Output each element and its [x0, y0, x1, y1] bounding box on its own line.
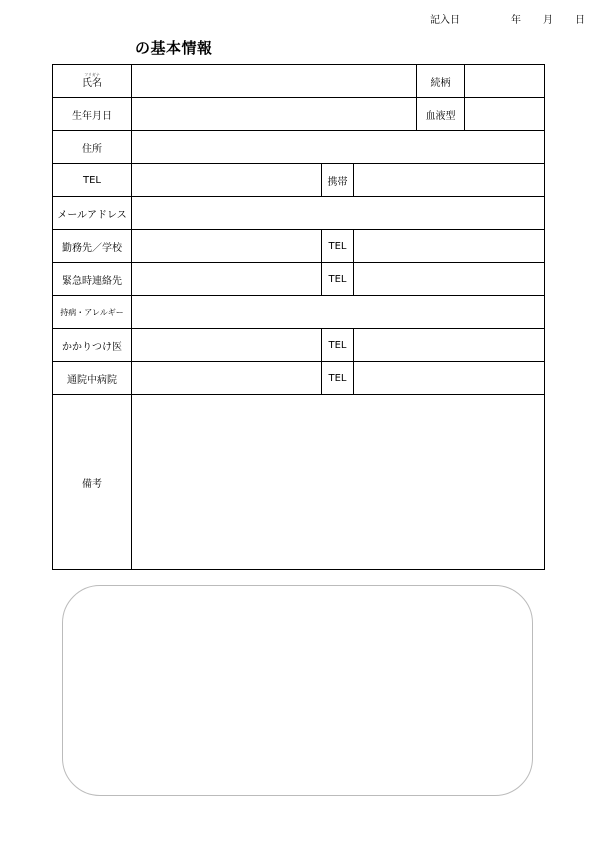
relation-field[interactable]	[465, 65, 545, 98]
doctor-label: かかりつけ医	[53, 329, 132, 362]
relation-label: 続柄	[417, 65, 465, 98]
doctor-tel-label: TEL	[322, 329, 354, 362]
row-address	[53, 131, 545, 164]
notes-field[interactable]	[132, 395, 545, 570]
basic-info-table	[52, 64, 545, 570]
birthdate-field[interactable]	[132, 98, 417, 131]
row-birthdate	[53, 98, 545, 131]
doctor-tel-field[interactable]	[354, 329, 545, 362]
row-work	[53, 230, 545, 263]
row-illness	[53, 296, 545, 329]
row-hospital	[53, 362, 545, 395]
notes-label: 備考	[53, 395, 132, 570]
blood-type-field[interactable]	[465, 98, 545, 131]
doctor-field[interactable]	[132, 329, 322, 362]
mobile-label: 携帯	[322, 164, 354, 197]
tel-label: TEL	[53, 164, 132, 197]
emergency-tel-label: TEL	[322, 263, 354, 296]
row-tel	[53, 164, 545, 197]
name-label-cell	[53, 65, 132, 98]
furigana-label: フリガナ	[84, 71, 100, 77]
illness-allergy-label: 持病・アレルギー	[53, 296, 132, 329]
name-field[interactable]	[132, 65, 417, 98]
row-email	[53, 197, 545, 230]
row-notes	[53, 395, 545, 570]
address-label: 住所	[53, 131, 132, 164]
blood-type-label: 血液型	[417, 98, 465, 131]
work-school-field[interactable]	[132, 230, 322, 263]
work-tel-field[interactable]	[354, 230, 545, 263]
page-title: の基本情報	[135, 39, 213, 57]
memo-box[interactable]	[62, 585, 533, 796]
month-label: 月	[543, 15, 553, 26]
row-name	[53, 65, 545, 98]
hospital-field[interactable]	[132, 362, 322, 395]
emergency-tel-field[interactable]	[354, 263, 545, 296]
name-label: 氏名	[82, 77, 102, 89]
entry-date-label: 記入日	[430, 15, 460, 26]
row-doctor	[53, 329, 545, 362]
birthdate-label: 生年月日	[53, 98, 132, 131]
emergency-label: 緊急時連絡先	[53, 263, 132, 296]
hospital-tel-label: TEL	[322, 362, 354, 395]
hospital-label: 通院中病院	[53, 362, 132, 395]
work-school-label: 勤務先／学校	[53, 230, 132, 263]
illness-allergy-field[interactable]	[132, 296, 545, 329]
emergency-field[interactable]	[132, 263, 322, 296]
hospital-tel-field[interactable]	[354, 362, 545, 395]
mobile-field[interactable]	[354, 164, 545, 197]
email-field[interactable]	[132, 197, 545, 230]
row-emergency	[53, 263, 545, 296]
year-label: 年	[511, 15, 521, 26]
address-field[interactable]	[132, 131, 545, 164]
tel-field[interactable]	[132, 164, 322, 197]
email-label: メールアドレス	[53, 197, 132, 230]
work-tel-label: TEL	[322, 230, 354, 263]
day-label: 日	[575, 15, 585, 26]
